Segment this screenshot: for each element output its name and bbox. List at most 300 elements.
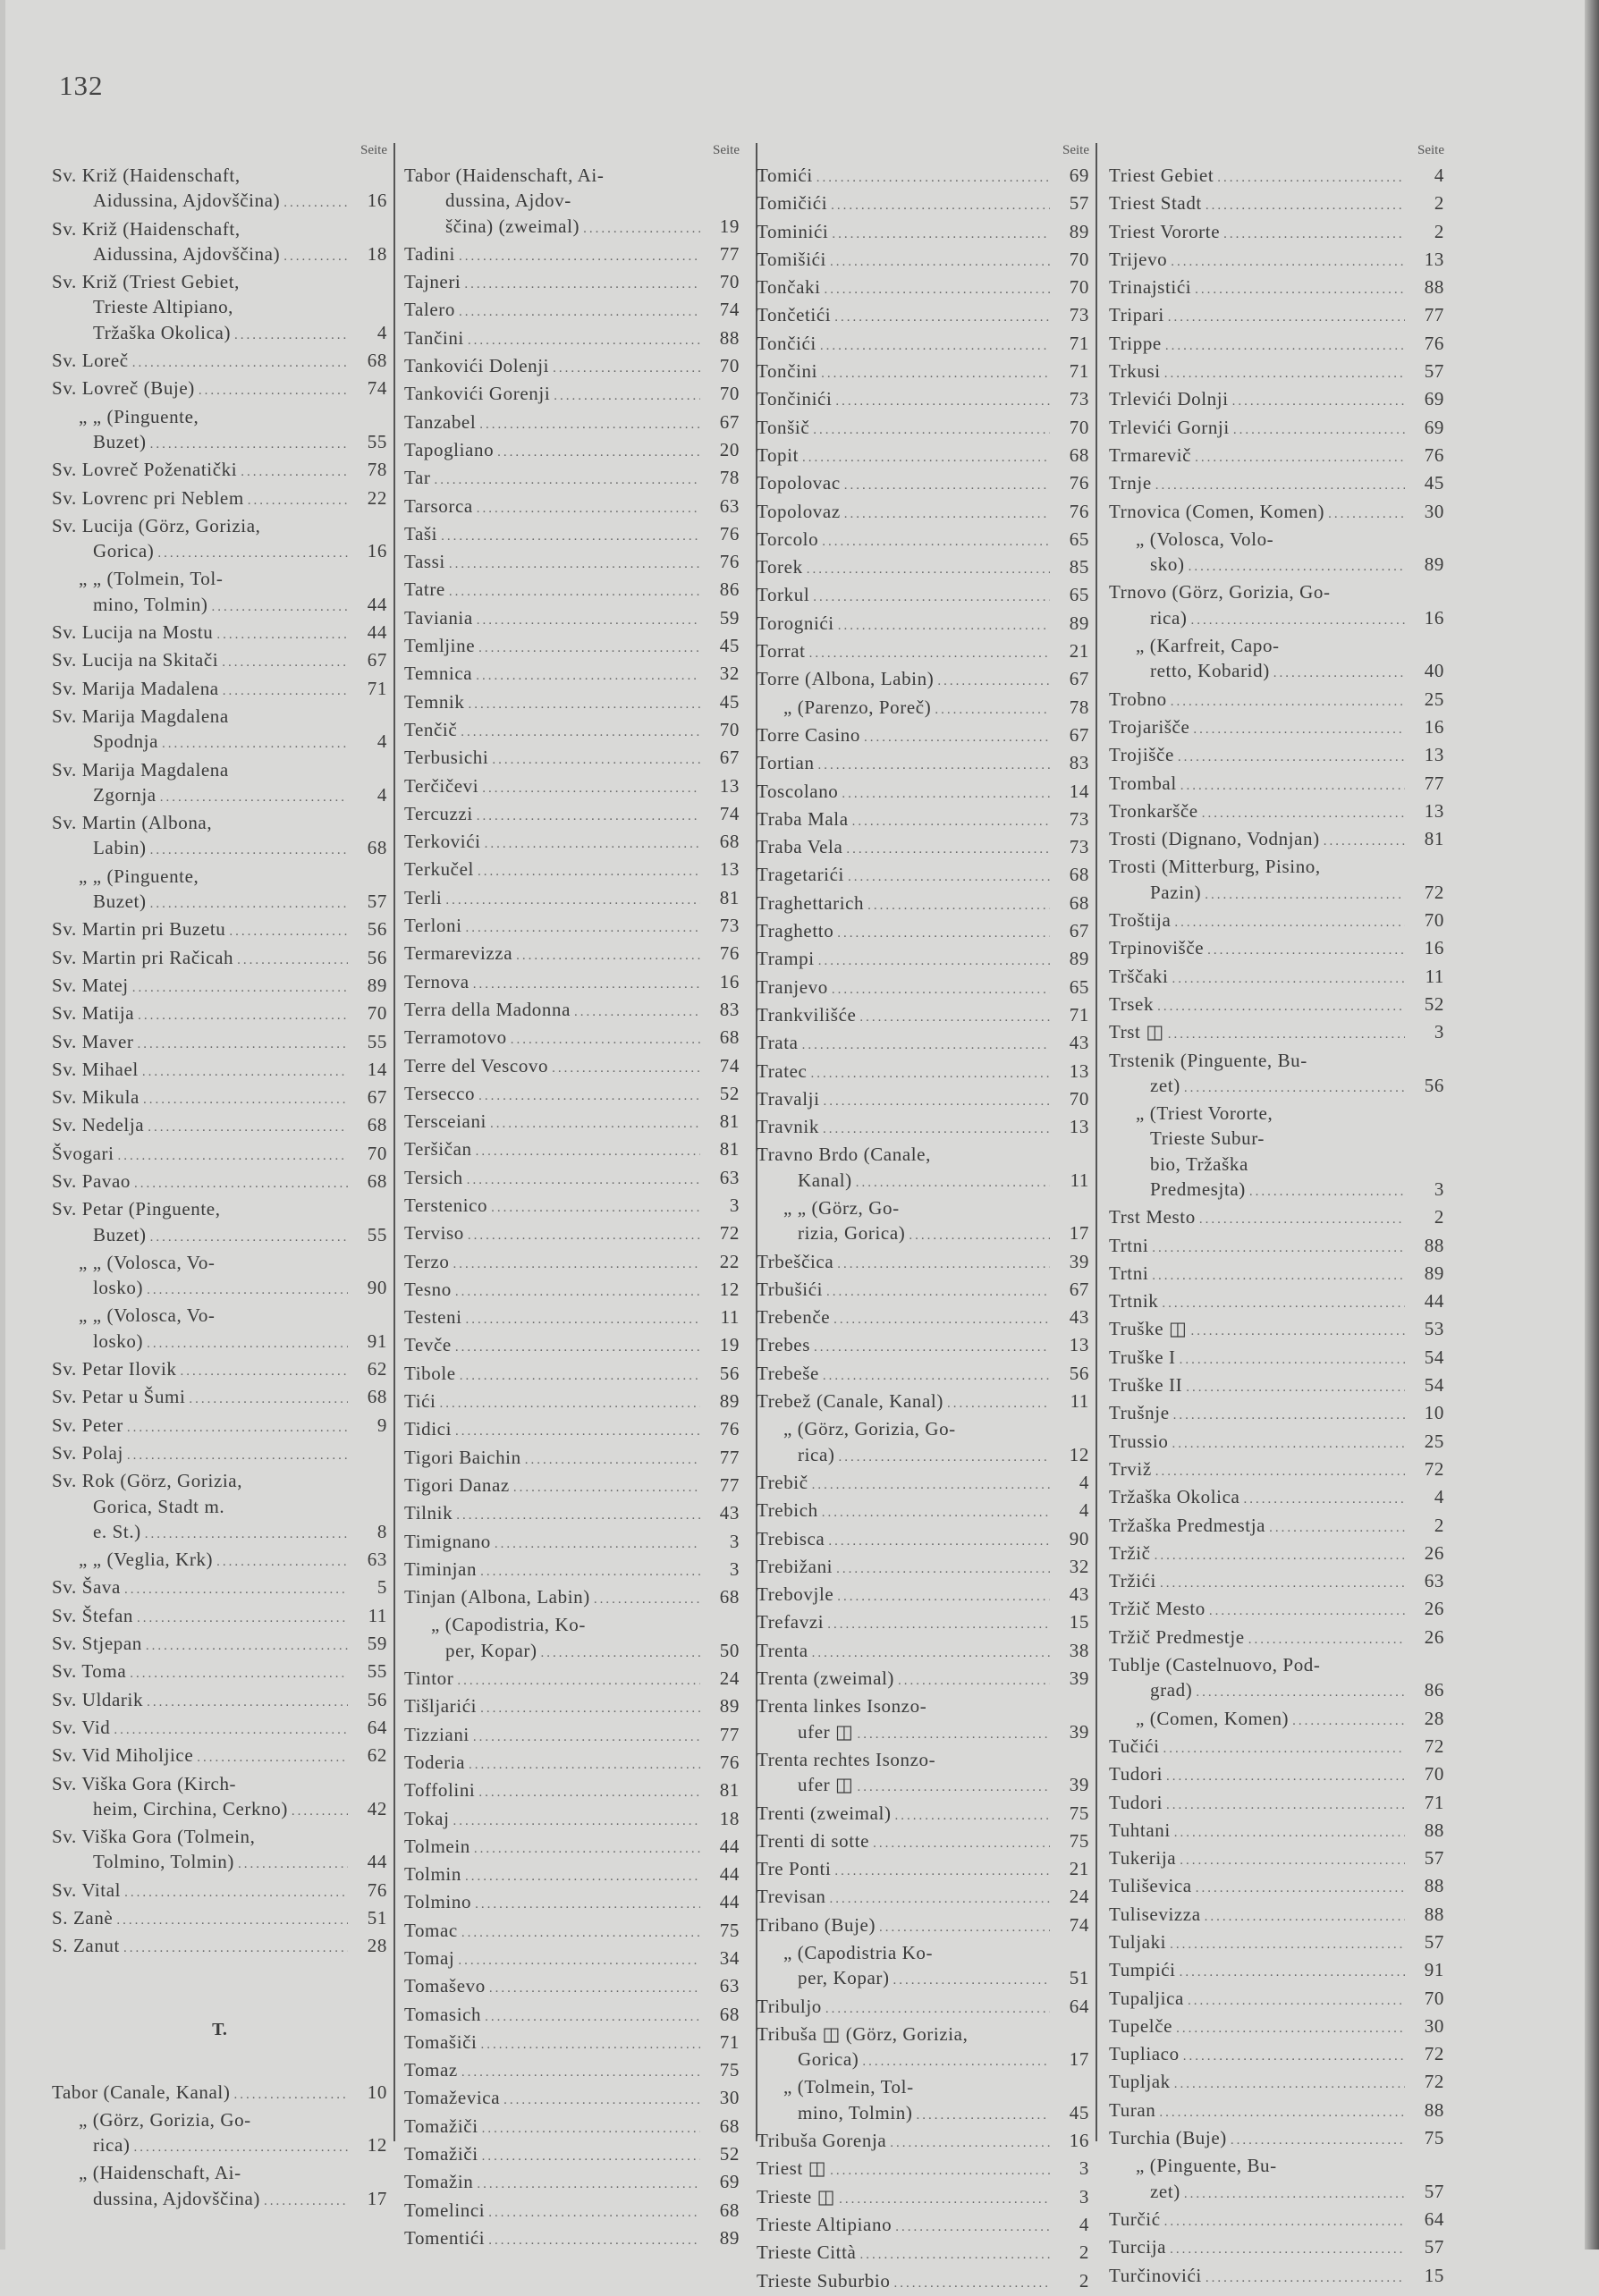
page-reference: 67	[1069, 668, 1089, 690]
place-name: Trnovica (Comen, Komen)	[1109, 500, 1325, 522]
page-reference: 77	[1424, 772, 1444, 794]
place-name: Buzet)	[93, 891, 147, 913]
place-name: Tončići	[757, 332, 816, 354]
page-reference: 44	[719, 1891, 740, 1913]
place-name: Tržič Mesto	[1109, 1598, 1206, 1620]
page-number: 132	[59, 70, 104, 101]
place-name: Tabor (Canale, Kanal)	[52, 2081, 231, 2103]
entry-line	[404, 1500, 740, 1528]
place-name: Trebež (Canale, Kanal)	[757, 1390, 943, 1413]
page-reference: 81	[719, 1110, 740, 1133]
dot-leader	[828, 1529, 1050, 1554]
dot-leader	[898, 1668, 1050, 1693]
page-reference: 3	[729, 1530, 740, 1552]
page-reference: 63	[367, 1549, 387, 1571]
place-name: Kanal)	[798, 1169, 852, 1191]
dot-leader	[1166, 1793, 1405, 1818]
page-reference: 19	[719, 215, 740, 237]
dot-leader	[1199, 1207, 1405, 1232]
place-name: Timignano	[404, 1530, 491, 1552]
page-reference: 18	[719, 1807, 740, 1829]
place-name: Sv. Vid Miholjice	[52, 1744, 194, 1767]
index-entry	[404, 1249, 740, 1277]
page-reference: 73	[1069, 807, 1089, 830]
index-entry	[52, 163, 387, 216]
place-name: Trenta	[757, 1639, 808, 1661]
entry-line	[757, 946, 1089, 974]
dot-leader	[852, 809, 1050, 834]
index-entry	[52, 566, 387, 620]
dot-leader	[150, 432, 348, 457]
place-name: Trebeše	[757, 1362, 819, 1384]
dot-leader	[807, 557, 1050, 582]
dot-leader	[1180, 1347, 1405, 1372]
index-entry	[1109, 1345, 1444, 1372]
entry-line	[404, 2198, 740, 2225]
entry-line	[757, 415, 1089, 443]
dot-leader	[1170, 2237, 1405, 2262]
index-entry	[404, 1777, 740, 1805]
index-entry	[757, 975, 1089, 1002]
place-name: rizia, Gorica)	[798, 1222, 906, 1245]
entry-line	[757, 1856, 1089, 1884]
place-name: Travalji	[757, 1087, 820, 1110]
dot-leader	[160, 785, 348, 810]
dot-leader	[1206, 2266, 1405, 2291]
entry-line	[1109, 1456, 1444, 1484]
page-reference: 28	[1424, 1707, 1444, 1729]
page-reference: 2	[1434, 192, 1444, 215]
page-reference: 64	[1424, 2207, 1444, 2230]
place-name: Trinajstići	[1109, 276, 1192, 299]
index-entry	[1109, 1288, 1444, 1316]
index-entry	[404, 1304, 740, 1332]
index-entry	[757, 1884, 1089, 1912]
index-entry	[1109, 2234, 1444, 2262]
entry-line	[404, 1973, 740, 2001]
entry-line	[52, 1413, 387, 1440]
index-entry	[1109, 163, 1444, 190]
entry-line	[404, 2114, 740, 2141]
index-entry	[757, 1638, 1089, 1666]
place-name: Torek	[757, 556, 803, 578]
page-reference: 68	[719, 2115, 740, 2137]
page-reference: 17	[367, 2187, 387, 2209]
dot-leader	[1196, 1680, 1405, 1705]
dot-leader	[832, 222, 1050, 247]
dot-leader	[459, 300, 700, 325]
place-name: Trbeščica	[757, 1250, 834, 1272]
page-reference: 86	[719, 578, 740, 601]
page-reference: 74	[719, 1054, 740, 1076]
index-entry	[757, 1249, 1089, 1277]
dot-leader	[1190, 1319, 1405, 1344]
seite-header: Seite	[713, 143, 740, 157]
dot-leader	[909, 1223, 1050, 1248]
dot-leader	[124, 1577, 348, 1602]
index-entry	[757, 1582, 1089, 1609]
dot-leader	[553, 356, 700, 381]
dot-leader	[552, 1056, 700, 1081]
place-name: Tumpići	[1109, 1959, 1176, 1981]
place-name: Tupljak	[1109, 2071, 1171, 2093]
index-entry	[1109, 470, 1444, 498]
entry-line	[1109, 798, 1444, 826]
place-name: Tomaj	[404, 1947, 455, 1969]
page-reference: 89	[1069, 948, 1089, 970]
index-entry	[404, 605, 740, 633]
place-name: Tići	[404, 1390, 436, 1413]
entry-line	[404, 997, 740, 1025]
dot-leader	[1152, 1263, 1405, 1288]
page-reference: 57	[1424, 360, 1444, 383]
index-entry	[757, 1142, 1089, 1195]
place-name: Terkovići	[404, 831, 481, 853]
page-reference: 16	[367, 540, 387, 562]
entry-line	[52, 1329, 387, 1356]
dot-leader	[916, 2103, 1050, 2128]
page-reference: 55	[367, 1223, 387, 1245]
dot-leader	[812, 1641, 1050, 1666]
page-reference: 75	[719, 1919, 740, 1941]
dot-leader	[1157, 994, 1405, 1019]
place-name: Tinjan (Albona, Labin)	[404, 1586, 590, 1608]
index-entry	[404, 997, 740, 1025]
dot-leader	[459, 244, 700, 269]
dot-leader	[241, 460, 348, 485]
index-entry	[52, 1933, 387, 1961]
place-name: Aidussina, Ajdovščina)	[93, 190, 281, 212]
index-entry	[757, 1114, 1089, 1142]
index-entry	[757, 1994, 1089, 2022]
dot-leader	[867, 893, 1050, 918]
dot-leader	[1233, 418, 1405, 443]
page-reference: 75	[719, 2059, 740, 2081]
dot-leader	[477, 2172, 700, 2197]
index-entry	[404, 1500, 740, 1528]
index-entry	[404, 1918, 740, 1946]
dot-leader	[858, 1722, 1051, 1747]
place-name: Traghettarich	[757, 891, 865, 914]
page-reference: 67	[1069, 920, 1089, 942]
dot-leader	[1171, 689, 1405, 714]
place-name: Tilnik	[404, 1502, 453, 1524]
entry-line	[404, 1025, 740, 1052]
index-entry	[404, 969, 740, 997]
dot-leader	[1209, 1599, 1405, 1624]
page-reference: 70	[719, 355, 740, 377]
page-reference: 67	[367, 649, 387, 671]
page-reference: 71	[719, 2030, 740, 2053]
place-name: Tortian	[757, 752, 815, 774]
entry-line	[52, 1519, 387, 1547]
dot-leader	[455, 1335, 700, 1360]
place-name: Testeni	[404, 1306, 462, 1329]
page-reference: 44	[367, 1851, 387, 1873]
dot-leader	[810, 1061, 1050, 1086]
index-entry	[404, 661, 740, 688]
entry-line	[404, 1136, 740, 1164]
dot-leader	[1217, 165, 1405, 190]
entry-line	[757, 806, 1089, 834]
index-entry	[52, 1196, 387, 1250]
place-name: Talero	[404, 299, 455, 321]
page-reference: 56	[1424, 1074, 1444, 1096]
entry-line	[404, 1693, 740, 1721]
place-name: Trst ◫	[1109, 1021, 1164, 1043]
index-entry	[52, 916, 387, 944]
index-entry	[757, 2074, 1089, 2128]
dot-leader	[464, 272, 700, 297]
dot-leader	[476, 1139, 700, 1164]
index-entry	[1109, 2069, 1444, 2097]
dot-leader	[147, 1278, 348, 1303]
entry-line	[757, 163, 1089, 190]
place-name: Tankovići Dolenji	[404, 355, 550, 377]
dot-leader	[1163, 1736, 1406, 1761]
page-reference: 68	[1069, 443, 1089, 466]
place-name: „ (Comen, Komen)	[1136, 1707, 1290, 1729]
entry-line	[52, 376, 387, 403]
place-name: Aidussina, Ajdovščina)	[93, 242, 281, 265]
entry-line	[52, 429, 387, 457]
page-reference: 4	[1434, 165, 1444, 186]
index-entry	[1109, 1625, 1444, 1652]
dot-leader	[466, 916, 700, 941]
place-name: Trenti di sotte	[757, 1829, 870, 1852]
place-name: per, Kopar)	[798, 1967, 890, 1989]
index-entry	[1109, 2207, 1444, 2234]
entry-line	[757, 443, 1089, 470]
place-name: Švogari	[52, 1142, 114, 1164]
page-reference: 13	[1069, 1116, 1089, 1138]
entry-line	[757, 2212, 1089, 2240]
page-reference: 70	[1424, 1987, 1444, 2009]
place-name: Tuliševica	[1109, 1875, 1192, 1897]
dot-leader	[1180, 773, 1405, 798]
entry-line	[757, 1304, 1089, 1332]
entry-line	[1109, 605, 1444, 633]
entry-line	[404, 1249, 740, 1277]
index-entry	[404, 1081, 740, 1109]
place-name: Sv. Mihael	[52, 1058, 139, 1080]
entry-line	[52, 1574, 387, 1602]
index-entry	[757, 891, 1089, 918]
entry-line	[757, 1470, 1089, 1498]
index-entry	[52, 704, 387, 757]
place-name: Triest ◫	[757, 2157, 827, 2180]
dot-leader	[837, 921, 1050, 946]
section-letter: T.	[212, 2019, 227, 2039]
place-name: Pazin)	[1150, 881, 1202, 903]
page-reference: 25	[1424, 688, 1444, 710]
entry-line	[1109, 1957, 1444, 1985]
place-name: Sv. Toma	[52, 1660, 127, 1683]
page-reference: 4	[1434, 1486, 1444, 1508]
entry-line	[1109, 826, 1444, 854]
dot-leader	[146, 1633, 348, 1659]
index-entry	[757, 163, 1089, 190]
entry-line	[404, 549, 740, 577]
dot-leader	[482, 776, 700, 801]
index-entry	[52, 1824, 387, 1878]
index-entry	[1109, 742, 1444, 770]
index-entry	[52, 376, 387, 403]
page-reference: 14	[367, 1058, 387, 1080]
place-name: Tupelče	[1109, 2014, 1173, 2037]
dot-leader	[1174, 1820, 1405, 1845]
entry-line	[757, 1249, 1089, 1277]
place-name-line: „ (Capodistria, Ko-	[431, 1614, 586, 1636]
dot-leader	[199, 378, 348, 403]
place-name: Tolmino, Tolmin)	[93, 1851, 234, 1873]
entry-line	[757, 722, 1089, 750]
page-reference: 22	[719, 1250, 740, 1272]
page-reference: 11	[1425, 965, 1444, 987]
entry-line	[52, 2132, 387, 2160]
index-entry	[1109, 1957, 1444, 1985]
entry-line	[757, 1884, 1089, 1912]
entry-line	[404, 2030, 740, 2057]
page-reference: 4	[376, 783, 387, 806]
place-name: Truške ◫	[1109, 1318, 1188, 1340]
place-name: Trebes	[757, 1334, 810, 1356]
page-reference: 34	[719, 1947, 740, 1969]
place-name: Trščaki	[1109, 965, 1169, 987]
dot-leader	[513, 1475, 700, 1500]
entry-line	[1109, 1288, 1444, 1316]
page-reference: 45	[719, 690, 740, 713]
page-reference: 13	[1424, 799, 1444, 822]
index-entry	[757, 1526, 1089, 1554]
entry-line	[404, 829, 740, 857]
page-reference: 75	[1424, 2127, 1444, 2149]
index-entry	[404, 437, 740, 465]
dot-leader	[229, 919, 348, 944]
dot-leader	[511, 1027, 700, 1052]
page-reference: 63	[719, 1975, 740, 1997]
page-reference: 57	[367, 891, 387, 913]
index-entry	[757, 190, 1089, 218]
entry-line	[404, 885, 740, 913]
place-name: Sv. Pavao	[52, 1169, 131, 1192]
dot-leader	[1186, 1375, 1405, 1400]
place-name: Tomaševo	[404, 1975, 486, 1997]
dot-leader	[460, 1363, 700, 1389]
index-entry	[404, 1750, 740, 1777]
place-name: Triest Vororte	[1109, 220, 1221, 242]
index-entry	[1109, 1484, 1444, 1512]
place-name: grad)	[1150, 1679, 1193, 1701]
page-reference: 39	[1069, 1250, 1089, 1272]
page-reference: 88	[1424, 276, 1444, 299]
page-reference: 81	[719, 1138, 740, 1161]
entry-line	[757, 2047, 1089, 2074]
dot-leader	[1189, 554, 1405, 579]
place-name: Trbušići	[757, 1278, 824, 1300]
dot-leader	[118, 1144, 348, 1169]
index-entry	[1109, 1048, 1444, 1102]
page-reference: 72	[1424, 881, 1444, 903]
entry-line	[757, 386, 1089, 414]
index-entry	[404, 521, 740, 549]
entry-line	[757, 1220, 1089, 1248]
page-reference: 15	[1069, 1611, 1089, 1633]
page-reference: 13	[719, 858, 740, 881]
entry-line	[404, 717, 740, 745]
dot-leader	[197, 1745, 348, 1770]
dot-leader	[1196, 1876, 1405, 1901]
entry-line	[757, 331, 1089, 359]
entry-line	[404, 1918, 740, 1946]
index-entry	[1109, 1204, 1444, 1232]
entry-line	[1109, 1513, 1444, 1541]
dot-leader	[844, 473, 1050, 498]
dot-leader	[816, 165, 1050, 190]
page-reference: 88	[1424, 1819, 1444, 1841]
entry-line	[404, 1193, 740, 1220]
place-name: Trippe	[1109, 332, 1162, 354]
index-entry	[1109, 443, 1444, 470]
place-name: Tomažiči	[404, 2143, 478, 2165]
dot-leader	[1171, 249, 1405, 274]
index-entry	[52, 1603, 387, 1631]
dot-leader	[137, 1606, 348, 1631]
entry-line	[52, 1141, 387, 1169]
entry-line	[757, 1582, 1089, 1609]
index-entry	[52, 1715, 387, 1743]
place-name: Trussio	[1109, 1430, 1169, 1452]
entry-line	[1109, 658, 1444, 686]
place-name: Buzet)	[93, 1223, 147, 1245]
place-name: Tomaz	[404, 2059, 458, 2081]
dot-leader	[802, 1033, 1050, 1058]
place-name: Trombal	[1109, 772, 1177, 794]
dot-leader	[476, 663, 700, 688]
dot-leader	[480, 1696, 700, 1721]
place-name: Topolovaz	[757, 500, 841, 522]
index-entry	[757, 386, 1089, 414]
page-reference: 76	[719, 1751, 740, 1773]
place-name-line: Tublje (Castelnuovo, Pod-	[1109, 1654, 1321, 1676]
place-name-line: Trieste Altipiano,	[93, 296, 234, 318]
page-reference: 13	[1424, 248, 1444, 270]
index-entry	[757, 470, 1089, 498]
entry-line	[52, 647, 387, 675]
dot-leader	[895, 2215, 1050, 2240]
place-name-line: „ „ (Tolmein, Tol-	[79, 568, 224, 590]
dot-leader	[1180, 1960, 1405, 1985]
dot-leader	[1155, 1543, 1405, 1568]
index-entry	[404, 689, 740, 717]
entry-line	[404, 1220, 740, 1248]
page-reference: 81	[719, 886, 740, 908]
index-entry	[1109, 1818, 1444, 1845]
place-name: Tomac	[404, 1919, 458, 1941]
index-entry	[757, 611, 1089, 638]
dot-leader	[478, 1780, 700, 1805]
index-entry	[404, 1220, 740, 1248]
index-entry	[757, 443, 1089, 470]
place-name: Tintor	[404, 1667, 454, 1690]
place-name: Tuljaki	[1109, 1931, 1167, 1953]
index-entry	[1109, 1734, 1444, 1761]
page-reference: 91	[1424, 1959, 1444, 1981]
entry-line	[404, 2057, 740, 2085]
entry-line	[404, 1722, 740, 1750]
entry-line	[1109, 386, 1444, 414]
entry-line	[1109, 190, 1444, 218]
